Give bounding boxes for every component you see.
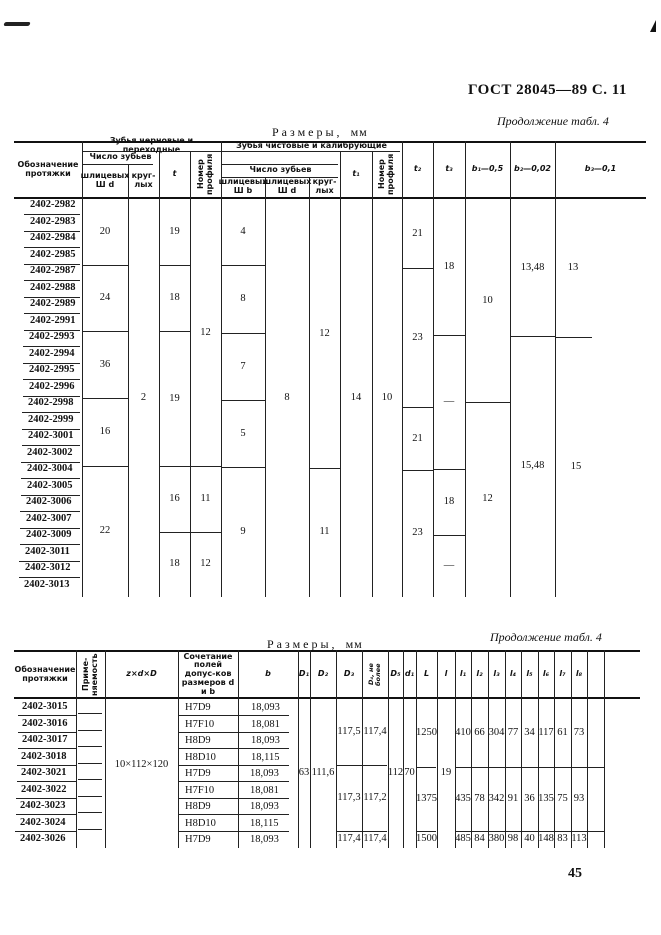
col-profile-rough: Номер профиля: [195, 153, 214, 195]
table2-row-code: 2402-3016: [22, 718, 68, 729]
t2-col-l5: l₅: [526, 669, 533, 679]
b-value: 18,093: [250, 801, 279, 812]
table1-row-code: 2402-3011: [25, 546, 70, 557]
t2-col-l1: l₁: [459, 669, 467, 679]
t3-value: —: [443, 559, 455, 571]
rough-spline-d-value: 16: [99, 426, 111, 438]
l4-value: 77: [507, 727, 519, 739]
table1-row-code: 2402-3002: [27, 447, 73, 458]
profile-rough-value: 12: [200, 326, 211, 338]
col-b3: b₃—0,1: [584, 163, 617, 173]
t2-col-d1: d₁: [404, 669, 415, 679]
finish-teeth-count: Число зубьев: [249, 165, 312, 175]
col-t3: t₃: [445, 163, 453, 173]
t-value: 18: [169, 558, 180, 570]
l3-value: 304: [488, 727, 505, 739]
l1-value: 485: [455, 833, 471, 845]
l7-value: 61: [557, 727, 568, 739]
table1-row-code: 2402-2987: [30, 265, 76, 276]
t2-col-l4: l₄: [509, 669, 517, 679]
t-value: 18: [169, 292, 180, 304]
b-value: 18,115: [250, 818, 279, 829]
l7-value: 75: [557, 793, 568, 805]
table1-row-code: 2402-2983: [30, 216, 76, 227]
D1-value: 63: [298, 767, 310, 779]
b-value: 18,093: [250, 768, 279, 779]
l5-value: 40: [524, 833, 535, 845]
scan-mark-left: [3, 22, 30, 26]
table1-row-code: 2402-2982: [30, 199, 76, 210]
tolerance-value: H8D10: [185, 818, 216, 829]
t2-col-D3: D₃: [343, 669, 355, 679]
group-rough: Зубья черновые и переходные: [109, 136, 194, 154]
table2-row-code: 2402-3017: [22, 734, 68, 745]
finish-round-value: 12: [319, 327, 330, 339]
scan-mark-right: [650, 20, 656, 32]
rough-spline-d-value: 22: [99, 525, 111, 537]
tolerance-value: H8D9: [185, 801, 211, 812]
rough-spline-d-value: 36: [99, 358, 111, 370]
col-profile-finish: Номер профиля: [377, 153, 395, 195]
t2-col-l8: l₈: [575, 669, 583, 679]
table2-row-code: 2402-3023: [20, 800, 66, 811]
page-number: 45: [568, 866, 582, 881]
tolerance-value: H7D9: [185, 702, 211, 713]
L-value: 1375: [416, 793, 437, 805]
l6-value: 135: [538, 793, 554, 805]
units-label: Размеры,: [267, 637, 338, 651]
t2-col-applicability: Приме-няемость: [80, 653, 99, 696]
t3-value: —: [443, 396, 455, 408]
finish-spline-b-value: 8: [240, 293, 246, 305]
profile-finish-value: 10: [381, 391, 393, 403]
col-rough-spline-d: шлицевых Ш d: [80, 170, 130, 189]
l8-value: 113: [571, 833, 587, 845]
t2-col-zdD: z×d×D: [126, 669, 157, 679]
profile-rough-value: 12: [200, 558, 211, 570]
table1-row-code: 2402-3001: [28, 430, 74, 441]
b2-value: 13,48: [520, 261, 545, 273]
table1-row-code: 2402-3005: [27, 480, 73, 491]
l7-value: 83: [557, 833, 568, 845]
col-designation: Обозначение протяжки: [17, 160, 79, 178]
finish-spline-b-value: 4: [240, 226, 246, 238]
table1-row-code: 2402-2995: [29, 364, 75, 375]
table1-row-code: 2402-2985: [30, 249, 76, 260]
l8-value: 93: [573, 793, 585, 805]
b3-value: 13: [567, 262, 579, 274]
b2-value: 15,48: [520, 460, 545, 472]
table2-row-code: 2402-3024: [20, 817, 66, 828]
t-value: 16: [169, 493, 180, 505]
table1-row-code: 2402-3013: [24, 579, 70, 590]
continuation-label-1: Продолжение табл. 4: [497, 114, 609, 128]
table2-row-code: 2402-3022: [21, 784, 67, 795]
table1-row-code: 2402-2989: [30, 298, 76, 309]
D3-value: 117,4: [337, 833, 361, 845]
t2-value: 23: [412, 527, 423, 539]
table2-row-code: 2402-3018: [21, 751, 67, 762]
units: мм: [345, 637, 363, 651]
col-rough-round: круг-лых: [131, 170, 156, 189]
l1-value: 435: [455, 793, 471, 805]
units-caption-1: [272, 125, 368, 140]
d1-value: 70: [404, 767, 415, 779]
t-value: 19: [169, 226, 180, 238]
table2-row-code: 2402-3015: [22, 701, 68, 712]
col-b2: b₂—0,02: [514, 163, 551, 173]
D4-value: 117,4: [363, 726, 387, 738]
t2-col-l2: l₂: [476, 669, 483, 679]
col-finish-round: круг-лых: [312, 177, 337, 195]
L-value: 1500: [416, 833, 437, 845]
t2-col-designation: Обозначение протяжки: [14, 664, 76, 683]
t2-value: 23: [412, 331, 423, 343]
l2-value: 78: [474, 793, 485, 805]
D3-value: 117,5: [337, 726, 361, 738]
t3-value: 18: [443, 496, 455, 508]
t2-col-D5: D₅: [390, 669, 401, 679]
l3-value: 380: [488, 833, 505, 845]
table1-row-code: 2402-2994: [29, 348, 75, 359]
b-value: 18,115: [251, 752, 280, 763]
table1-row-code: 2402-3009: [26, 529, 72, 540]
l6-value: 148: [538, 833, 554, 845]
col-t2: t₂: [413, 163, 422, 173]
finish-round-value: 11: [319, 526, 330, 538]
l-value: 19: [440, 767, 452, 779]
b-value: 18,081: [251, 719, 280, 730]
D4-value: 117,4: [363, 833, 387, 845]
l2-value: 84: [474, 833, 485, 845]
table1-row-code: 2402-2999: [28, 414, 74, 425]
b3-value: 15: [570, 460, 582, 472]
table1-row-code: 2402-2998: [28, 397, 74, 408]
t2-col-D4: D₄, не более: [366, 663, 382, 686]
col-t: t: [172, 168, 177, 178]
col-finish-spline-b: шлицевых Ш b: [218, 177, 268, 195]
table1-row-code: 2402-2991: [30, 315, 76, 326]
units-label: Размеры,: [272, 125, 343, 139]
zdD-value: 10×112×120: [114, 759, 169, 771]
b1-value: 10: [482, 294, 493, 306]
l2-value: 66: [474, 727, 485, 739]
col-finish-spline-d: шлицевых Ш d: [262, 177, 312, 195]
t2-col-L: L: [423, 669, 430, 679]
b1-value: 12: [482, 493, 493, 505]
l1-value: 410: [455, 727, 471, 739]
rough-spline-d-value: 24: [99, 292, 111, 304]
t2-col-b: b: [265, 669, 271, 679]
D3-value: 117,3: [337, 792, 361, 804]
t-value: 19: [169, 392, 180, 404]
b-value: 18,093: [251, 735, 280, 746]
continuation-label-2: Продолжение табл. 4: [490, 630, 602, 644]
finish-spline-b-value: 5: [240, 427, 246, 439]
table1-row-code: 2402-2988: [30, 282, 76, 293]
D2-value: 111,6: [311, 767, 335, 779]
tolerance-value: H7D9: [185, 768, 211, 779]
rough-round-value: 2: [140, 391, 147, 403]
b-value: 18,093: [250, 834, 279, 845]
table1-row-code: 2402-3004: [27, 463, 73, 474]
tolerance-value: H7D9: [185, 834, 211, 845]
t2-col-l3: l₃: [493, 669, 500, 679]
col-b1: b₁—0,5: [471, 163, 504, 173]
table1-row-code: 2402-2984: [30, 232, 76, 243]
finish-spline-b-value: 7: [240, 360, 246, 372]
l6-value: 117: [538, 727, 554, 739]
b-value: 18,081: [250, 785, 279, 796]
tolerance-value: H8D9: [185, 735, 211, 746]
finish-spline-d-value: 8: [284, 391, 290, 403]
t2-value: 21: [412, 432, 423, 444]
t3-value: 18: [443, 261, 455, 273]
tolerance-value: H7F10: [185, 719, 215, 730]
l4-value: 91: [507, 793, 519, 805]
table1-row-code: 2402-3007: [26, 513, 72, 524]
standard-header: ГОСТ 28045—89 С. 11: [468, 82, 627, 98]
table1-row-code: 2402-3012: [25, 562, 71, 573]
profile-rough-value: 11: [200, 493, 211, 505]
L-value: 1250: [416, 727, 437, 739]
t2-col-D1: D₁: [298, 669, 310, 679]
table1-row-code: 2402-2993: [29, 331, 75, 342]
l5-value: 36: [524, 793, 535, 805]
t2-col-D2: D₂: [317, 669, 329, 679]
t2-col-l7: l₇: [559, 669, 566, 679]
tolerance-value: H8D10: [185, 752, 216, 763]
D5-value: 112: [387, 767, 404, 779]
l3-value: 342: [488, 793, 505, 805]
rough-spline-d-value: 20: [99, 226, 111, 238]
l4-value: 98: [507, 833, 519, 845]
group-finish: Зубья чистовые и калибрующие: [236, 140, 387, 150]
l8-value: 73: [573, 727, 585, 739]
t2-col-l6: l₆: [542, 669, 550, 679]
b-value: 18,093: [251, 702, 280, 713]
t2-value: 21: [412, 227, 423, 239]
t2-col-l: l: [444, 669, 448, 679]
units: мм: [350, 125, 368, 139]
tolerance-value: H7F10: [185, 785, 215, 796]
l5-value: 34: [524, 727, 535, 739]
table2-row-code: 2402-3021: [21, 767, 67, 778]
t2-col-tolerance: Сочетание полей допус-ков размеров d и b: [181, 651, 235, 696]
t1-value: 14: [350, 391, 362, 403]
table2-row-code: 2402-3026: [20, 833, 66, 844]
finish-spline-b-value: 9: [240, 525, 246, 537]
rough-teeth-count: Число зубьев: [89, 152, 152, 162]
table1-row-code: 2402-2996: [29, 381, 75, 392]
table1-row-code: 2402-3006: [26, 496, 72, 507]
col-t1: t₁: [352, 168, 360, 178]
D4-value: 117,2: [363, 792, 387, 804]
